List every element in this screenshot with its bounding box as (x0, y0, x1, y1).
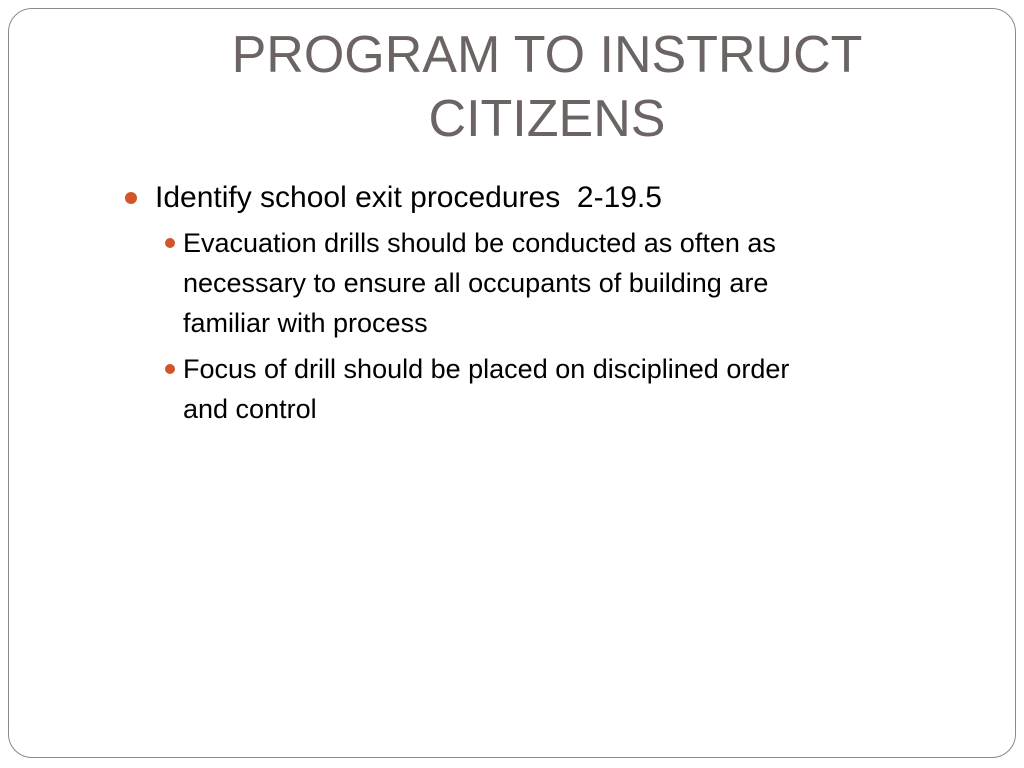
sub-bullet-line: and control (183, 394, 317, 424)
slide-title (79, 23, 1015, 151)
sub-bullet-list (155, 223, 999, 429)
sub-bullet-line: necessary to ensure all occupants of building are (183, 268, 769, 298)
title-line-2: CITIZENS (428, 90, 666, 148)
slide-content (119, 177, 999, 435)
bullet-dot-icon (165, 364, 175, 374)
sub-bullet-line: Evacuation drills should be conducted as often as (183, 228, 776, 258)
bullet-item (119, 177, 999, 429)
bullet-text: Identify school exit procedures 2-19.5 (155, 181, 662, 214)
sub-bullet-line: Focus of drill should be placed on disciplined order (183, 354, 790, 384)
sub-bullet-item (155, 223, 999, 343)
bullet-dot-icon (165, 238, 175, 248)
sub-bullet-item (155, 349, 999, 429)
slide-frame (8, 8, 1016, 758)
title-line-1: PROGRAM TO INSTRUCT (231, 26, 863, 84)
sub-bullet-line: familiar with process (183, 308, 428, 338)
bullet-dot-icon (125, 192, 137, 204)
